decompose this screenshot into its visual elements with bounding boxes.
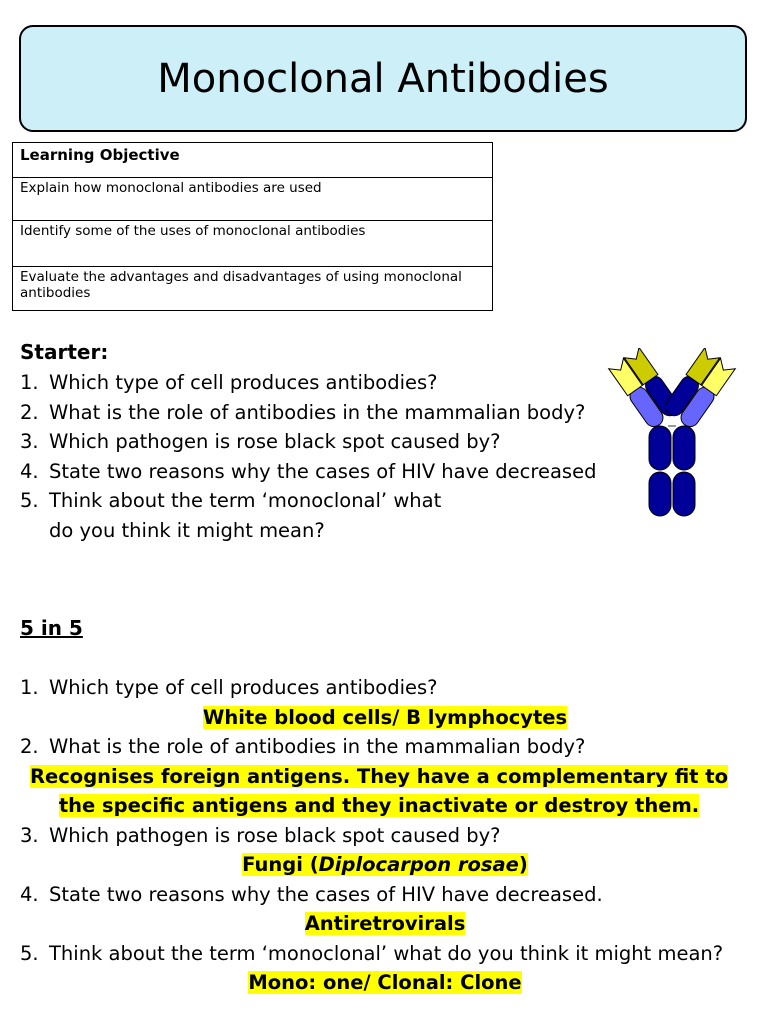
answer — [20, 909, 750, 939]
question-text: State two reasons why the cases of HIV have decreased — [49, 459, 597, 483]
answer-highlight: Recognises foreign antigens. They have a complementary fit to the specific antigens and they inactivate or destroy them. — [30, 764, 728, 817]
question-number: 1. — [20, 676, 39, 699]
answer-prefix: Fungi ( — [242, 853, 319, 876]
objective-row: Evaluate the advantages and disadvantages of using monoclonal antibodies — [13, 267, 493, 311]
answer-highlight: White blood cells/ B lymphocytes — [202, 705, 568, 729]
question-text: Which type of cell produces antibodies? — [49, 371, 438, 394]
question-number: 4. — [20, 459, 39, 483]
starter-questions — [20, 368, 610, 545]
question-text: What is the role of antibodies in the mammalian body? — [49, 400, 586, 424]
answer — [20, 762, 750, 821]
question-number: 1. — [20, 371, 39, 394]
question-text: Think about the term ‘monoclonal’ what do you think it might mean? — [49, 489, 442, 542]
question-text: Which type of cell produces antibodies? — [49, 676, 438, 699]
starter-question — [20, 368, 610, 398]
question-text: What is the role of antibodies in the mammalian body? — [49, 735, 586, 758]
review-question — [20, 732, 750, 762]
question-text: Think about the term ‘monoclonal’ what do you think it might mean? — [49, 941, 724, 965]
objective-row: Explain how monoclonal antibodies are used — [13, 178, 493, 221]
starter-question — [20, 398, 610, 428]
answer-highlight — [242, 853, 528, 876]
question-number: 3. — [20, 823, 39, 847]
antibody-icon — [578, 348, 768, 540]
answer-suffix: ) — [518, 853, 528, 876]
five-in-five-list — [20, 673, 750, 998]
question-text: Which pathogen is rose black spot caused by? — [49, 823, 501, 847]
answer-highlight: Antiretrovirals — [304, 912, 466, 935]
five-in-five-title: 5 in 5 — [20, 616, 83, 640]
starter-question — [20, 486, 610, 545]
page-title: Monoclonal Antibodies — [157, 55, 609, 102]
question-number: 4. — [20, 882, 39, 906]
starter-title: Starter: — [20, 340, 109, 364]
answer — [20, 850, 750, 880]
question-number: 5. — [20, 941, 39, 965]
review-question — [20, 673, 750, 703]
starter-question — [20, 457, 610, 487]
answer — [20, 703, 750, 733]
review-question — [20, 821, 750, 851]
learning-objectives-table — [12, 142, 493, 311]
review-question — [20, 880, 750, 910]
answer-italic: Diplocarpon rosae — [318, 853, 519, 876]
question-number: 2. — [20, 735, 39, 758]
question-number: 3. — [20, 430, 39, 453]
starter-question — [20, 427, 610, 457]
answer — [20, 968, 750, 998]
objective-row: Identify some of the uses of monoclonal antibodies — [13, 221, 493, 267]
question-text: State two reasons why the cases of HIV have decreased. — [49, 882, 603, 906]
question-number: 2. — [20, 400, 39, 424]
title-banner — [19, 25, 747, 132]
review-question — [20, 939, 750, 969]
objectives-header: Learning Objective — [13, 143, 493, 178]
question-text: Which pathogen is rose black spot caused by? — [49, 430, 501, 453]
answer-highlight: Mono: one/ Clonal: Clone — [248, 971, 522, 994]
question-number: 5. — [20, 489, 39, 512]
